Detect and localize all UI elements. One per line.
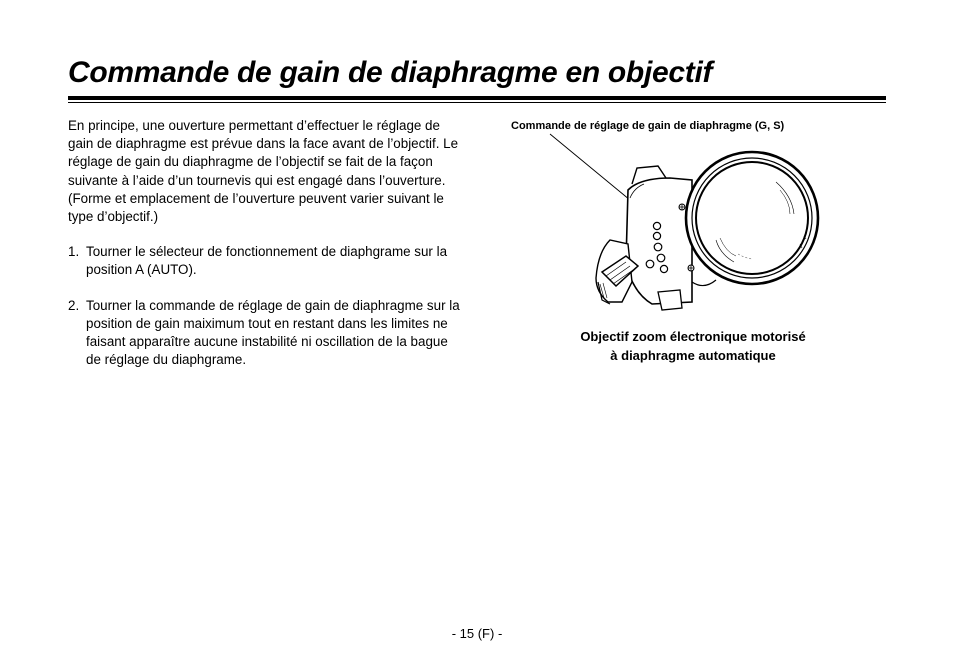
gain-adjust-hole [653,222,660,229]
step-item [68,297,460,370]
page-title: Commande de gain de diaphragme en objectif [68,56,713,89]
figure-caption [540,327,846,365]
step-number: 2. [68,297,80,313]
step-number: 1. [68,244,80,260]
intro-paragraph: En principe, une ouverture permettant d’effectuer le réglage de gain de diaphragme est prévue dans la face avant de l’objectif. Le réglage de gain du diaphragme de l’objectif se fait de la façon suivante à l’aide d’un tournevis qui est engagé dans l’ouverture. (Forme et emplacement de l’ouverture peuvent varier suivant le type d’objectif.) [68,118,459,225]
step-item [68,243,460,279]
step-text: Tourner la commande de réglage de gain de diaphragme sur la position de gain maiximum tout en restant dans les limites ne faisant apparaître aucune instabilité ni oscillation de la bague de réglage du diaphgrame. [86,297,460,368]
title-rule-thick [68,96,886,100]
figure-caption-line: à diaphragme automatique [610,348,776,363]
lens-front-glass [696,162,808,274]
page-number: - 15 (F) - [451,626,503,641]
body-text [68,117,460,386]
figure-caption-line: Objectif zoom électronique motorisé [580,329,806,344]
figure-callout-label: Commande de réglage de gain de diaphragme (G, S) [511,120,785,132]
callout-leader-line [550,134,630,200]
step-text: Tourner le sélecteur de fonctionnement de diaphgrame sur la position A (AUTO). [86,244,448,278]
title-rule-thin [68,102,886,103]
lens-bottom-connector [658,290,682,310]
lens-body [626,178,692,304]
lens-illustration [540,132,840,322]
